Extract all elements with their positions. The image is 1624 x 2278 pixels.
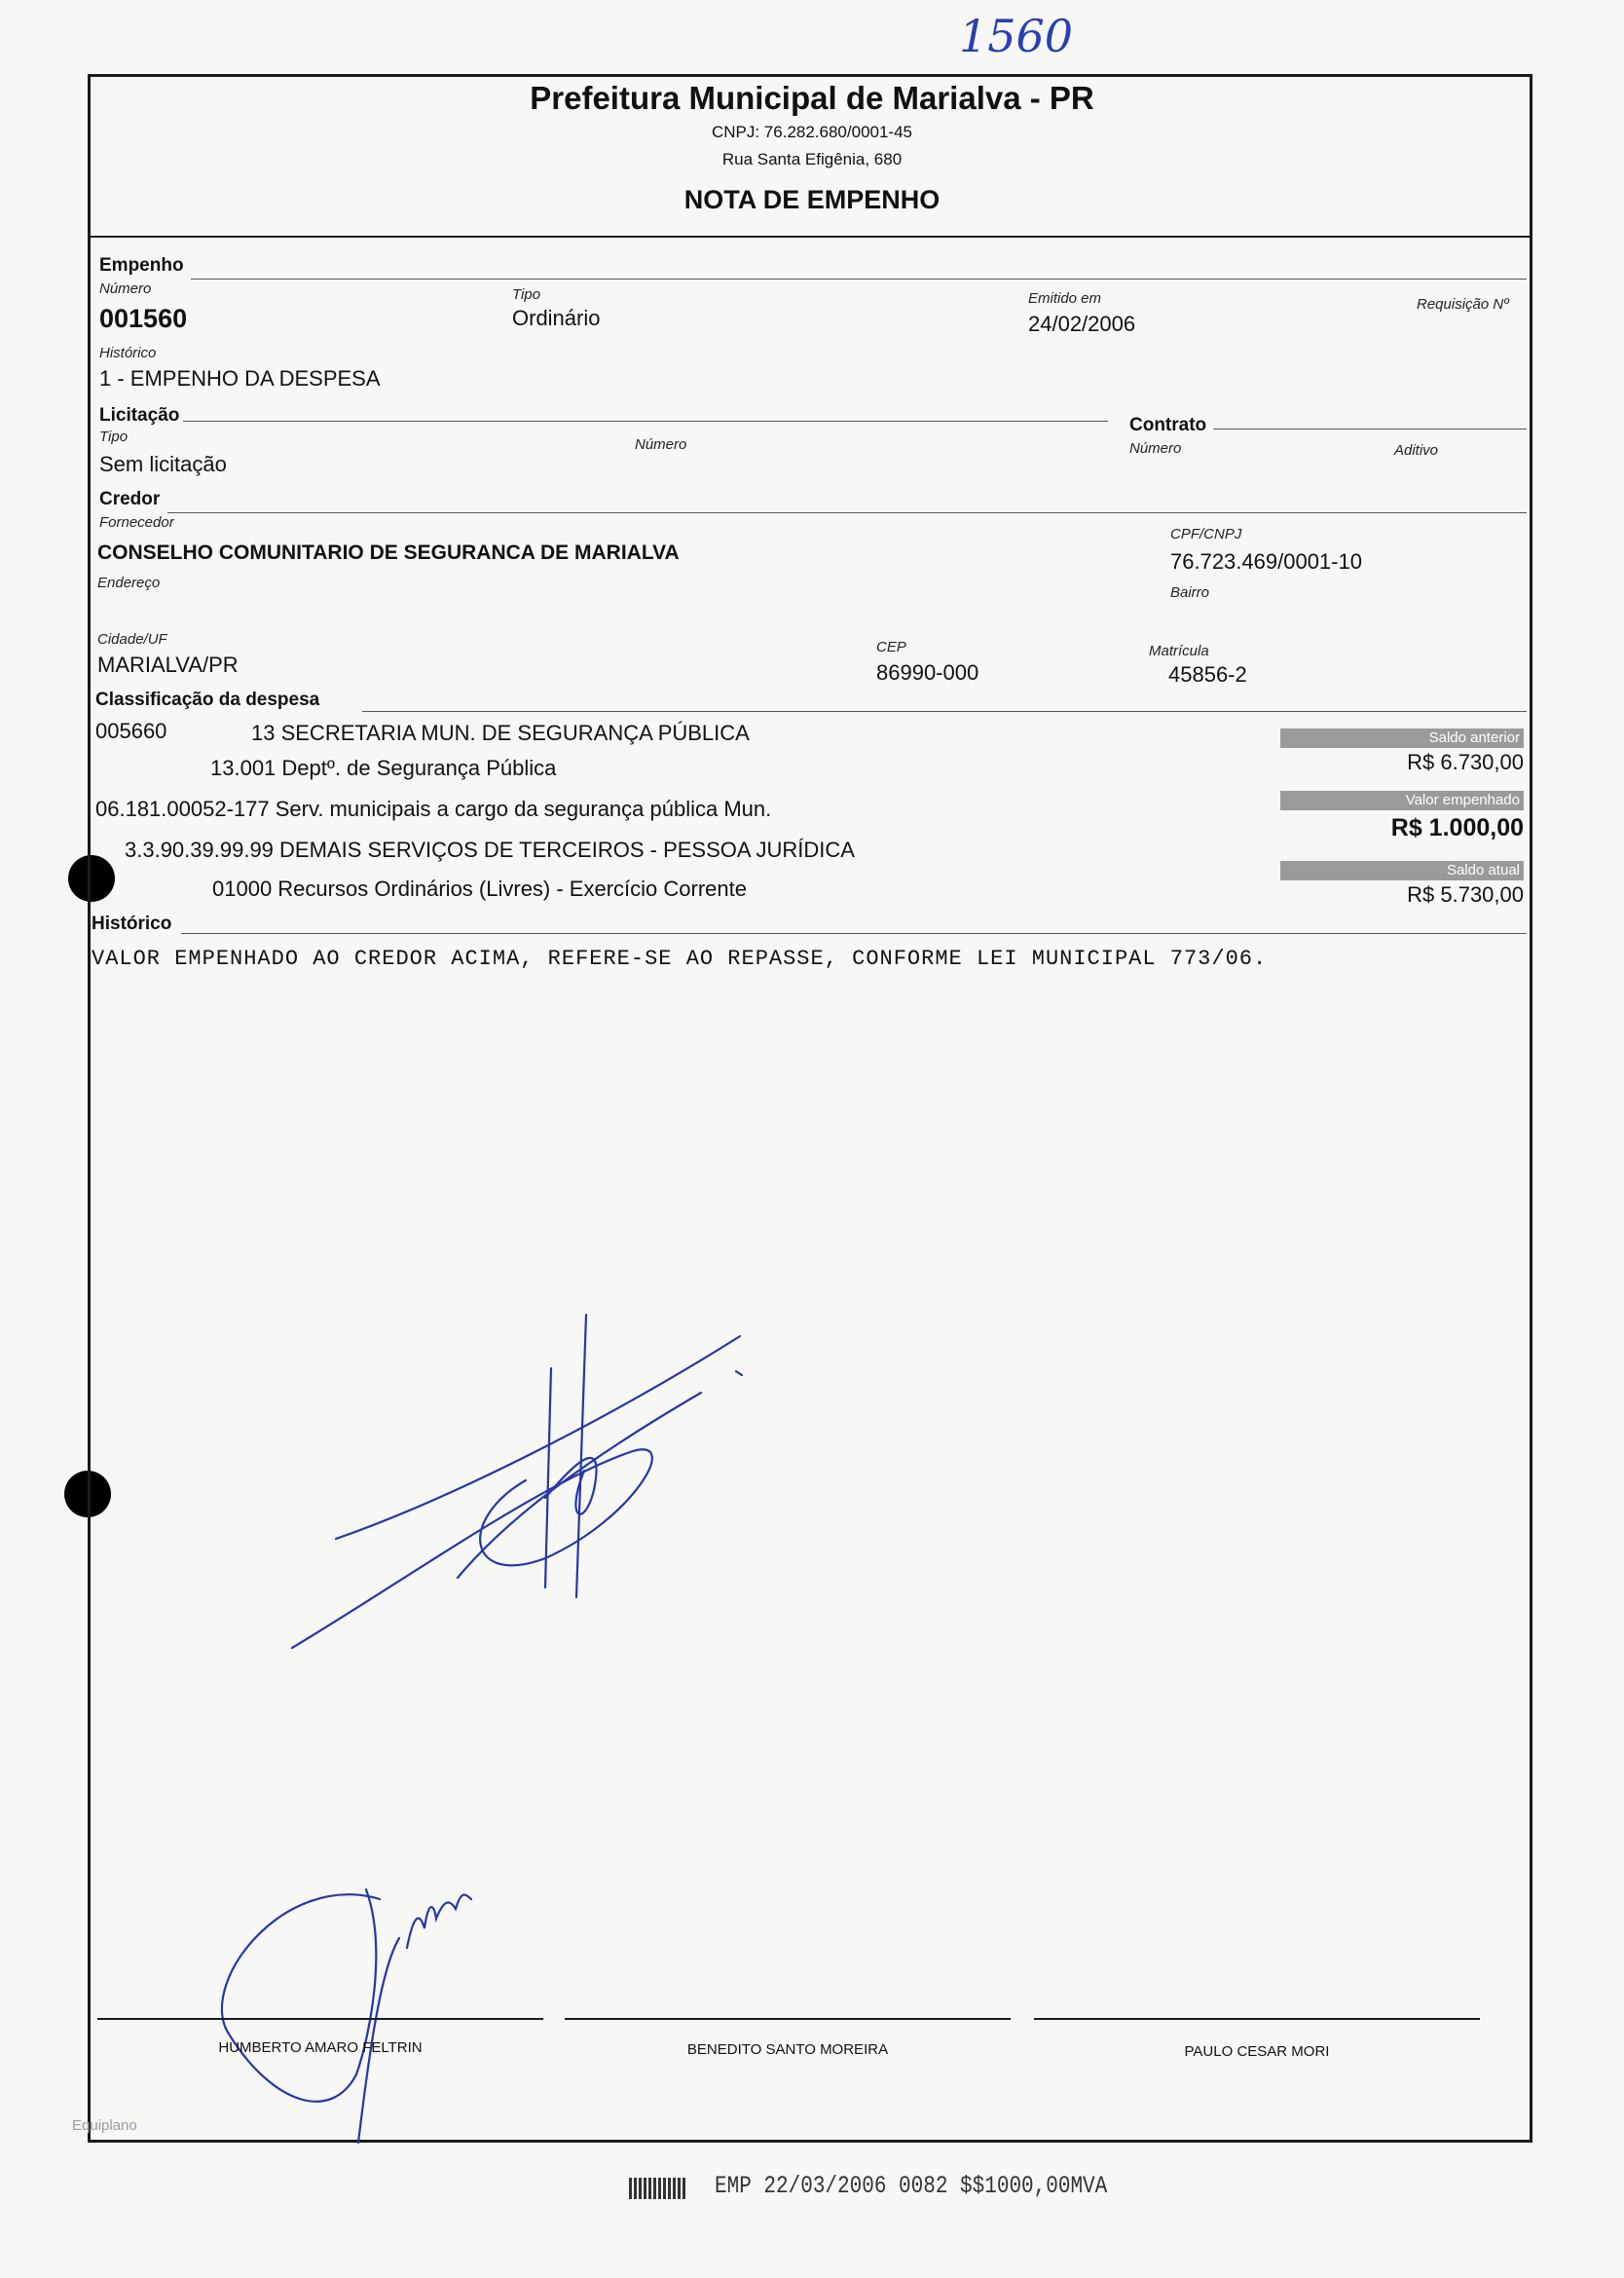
stamp-text: EMP 22/03/2006 0082 $$1000,00MVA [715, 2173, 1108, 2201]
section-empenho: Empenho [99, 255, 184, 276]
cpf-label: CPF/CNPJ [1170, 526, 1242, 542]
classificacao-recurso: 01000 Recursos Ordinários (Livres) - Exercício Corrente [212, 877, 747, 901]
fornecedor-value: CONSELHO COMUNITARIO DE SEGURANCA DE MARIALVA [97, 541, 680, 564]
fornecedor-label: Fornecedor [99, 514, 174, 531]
signature-name-1: HUMBERTO AMARO FELTRIN [218, 2039, 423, 2056]
section-classificacao: Classificação da despesa [95, 690, 320, 710]
section-contrato: Contrato [1129, 415, 1207, 435]
signature-name-2: BENEDITO SANTO MOREIRA [686, 2041, 889, 2058]
classificacao-elemento: 3.3.90.39.99.99 DEMAIS SERVIÇOS DE TERCEIROS - PESSOA JURÍDICA [125, 838, 855, 862]
historico-value: 1 - EMPENHO DA DESPESA [99, 366, 381, 391]
licitacao-numero-label: Número [635, 436, 687, 453]
contrato-aditivo-label: Aditivo [1394, 442, 1439, 459]
stamp-logo-icon [629, 2178, 685, 2199]
historico-text: VALOR EMPENHADO AO CREDOR ACIMA, REFERE-SE AO REPASSE, CONFORME LEI MUNICIPAL 773/06. [92, 947, 1268, 971]
endereco-label: Endereço [97, 575, 161, 591]
tipo-label: Tipo [512, 286, 541, 303]
historico-label: Histórico [99, 345, 157, 361]
valor-empenhado-label: Valor empenhado [1280, 791, 1524, 810]
signature-line-1 [97, 2018, 543, 2020]
saldo-anterior-label: Saldo anterior [1280, 728, 1524, 748]
cidade-value: MARIALVA/PR [97, 653, 239, 677]
empenho-number: 001560 [99, 304, 188, 333]
matricula-value: 45856-2 [1168, 662, 1247, 687]
classificacao-secretaria: 13 SECRETARIA MUN. DE SEGURANÇA PÚBLICA [251, 721, 750, 745]
section-historico: Histórico [92, 914, 172, 934]
cnpj-text: CNPJ: 76.282.680/0001-45 [711, 123, 913, 141]
section-credor: Credor [99, 489, 161, 509]
handwritten-number: 1560 [959, 10, 1074, 62]
section-licitacao: Licitação [99, 405, 180, 426]
signature-line-2 [565, 2018, 1011, 2020]
matricula-label: Matrícula [1149, 643, 1209, 659]
requisicao-label: Requisição Nº [1417, 296, 1509, 313]
cpf-value: 76.723.469/0001-10 [1170, 549, 1362, 574]
contrato-numero-label: Número [1129, 440, 1182, 457]
page-title: Prefeitura Municipal de Marialva - PR [530, 80, 1094, 116]
bairro-label: Bairro [1170, 584, 1210, 601]
saldo-atual-value: R$ 5.730,00 [1407, 882, 1524, 907]
footer-brand: Equiplano [72, 2117, 137, 2134]
licitacao-tipo-value: Sem licitação [99, 452, 227, 476]
tipo-value: Ordinário [512, 306, 601, 330]
signature-line-3 [1034, 2018, 1480, 2020]
emitido-label: Emitido em [1028, 290, 1102, 307]
valor-empenhado-value: R$ 1.000,00 [1390, 814, 1524, 841]
classificacao-departamento: 13.001 Deptº. de Segurança Pública [210, 756, 557, 780]
numero-label: Número [99, 280, 152, 297]
cep-value: 86990-000 [876, 660, 979, 685]
emitido-value: 24/02/2006 [1028, 312, 1136, 336]
address-text: Rua Santa Efigênia, 680 [721, 150, 903, 168]
saldo-anterior-value: R$ 6.730,00 [1407, 750, 1524, 774]
classificacao-funcional: 06.181.00052-177 Serv. municipais a cargo da segurança pública Mun. [95, 797, 772, 821]
signature-name-3: PAULO CESAR MORI [1184, 2043, 1330, 2060]
saldo-atual-label: Saldo atual [1280, 861, 1524, 880]
classificacao-code: 005660 [95, 719, 167, 743]
document-title: NOTA DE EMPENHO [683, 185, 941, 214]
cidade-label: Cidade/UF [97, 631, 167, 648]
cep-label: CEP [876, 639, 906, 655]
licitacao-tipo-label: Tipo [99, 429, 129, 445]
